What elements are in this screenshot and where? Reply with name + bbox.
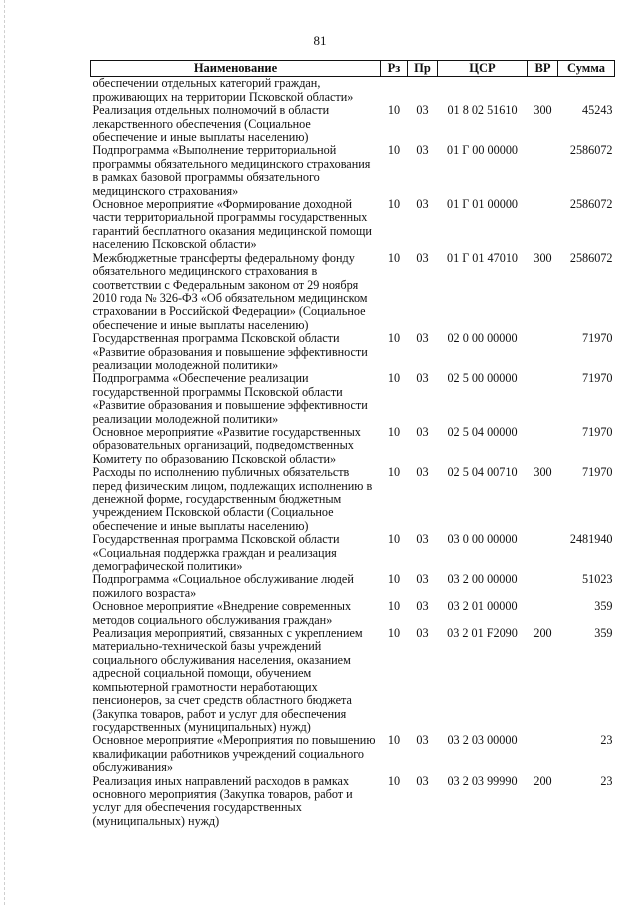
row-name: Реализация иных направлений расходов в рамках основного мероприятия (Закупка товаров, работ и услуг для обеспечения государственных (муниципальных) нужд) bbox=[92, 773, 353, 828]
table-row bbox=[91, 573, 615, 600]
table-row bbox=[91, 734, 615, 774]
row-csr: 01 Г 01 47010 bbox=[446, 250, 519, 265]
row-name: Подпрограмма «Социальное обслуживание людей пожилого возраста» bbox=[92, 572, 354, 600]
row-vr: 200 bbox=[533, 773, 552, 788]
header-csr: ЦСР bbox=[438, 61, 528, 77]
row-name: обеспечении отдельных категорий граждан, проживающих на территории Псковской области» bbox=[92, 76, 354, 104]
row-pr: 03 bbox=[416, 250, 429, 265]
table-row bbox=[91, 466, 615, 533]
header-sum: Сумма bbox=[558, 61, 615, 77]
row-name: Реализация отдельных полномочий в области лекарственного обеспечения (Социальное обеспечение и иные выплаты населению) bbox=[92, 103, 330, 145]
row-csr: 01 Г 01 00000 bbox=[446, 197, 519, 212]
row-vr bbox=[528, 144, 558, 198]
row-pr: 03 bbox=[416, 599, 429, 614]
row-rz: 10 bbox=[387, 572, 401, 587]
table-row bbox=[91, 332, 615, 372]
row-csr: 03 0 00 00000 bbox=[447, 532, 518, 547]
row-rz: 10 bbox=[387, 143, 401, 158]
row-sum: 45243 bbox=[582, 103, 613, 118]
row-rz: 10 bbox=[387, 250, 401, 265]
row-csr: 02 5 04 00710 bbox=[447, 465, 518, 480]
row-pr: 03 bbox=[416, 197, 429, 212]
table-row bbox=[91, 775, 615, 829]
row-csr: 03 2 01 F2090 bbox=[447, 626, 518, 641]
row-rz: 10 bbox=[387, 103, 401, 118]
row-vr bbox=[528, 533, 558, 573]
row-name: Основное мероприятие «Формирование доходной части территориальной программы государственных гарантий бесплатного оказания медицинской помощи населению Псковской области» bbox=[92, 197, 372, 252]
budget-table bbox=[90, 60, 615, 828]
row-csr: 03 2 00 00000 bbox=[447, 572, 518, 587]
row-rz: 10 bbox=[387, 599, 401, 614]
row-name: Государственная программа Псковской области «Социальная поддержка граждан и реализация демографической политики» bbox=[92, 532, 340, 574]
page-number: 81 bbox=[313, 33, 327, 48]
row-sum: 71970 bbox=[582, 371, 613, 386]
row-vr: 300 bbox=[533, 250, 552, 265]
row-csr: 02 5 04 00000 bbox=[447, 424, 518, 439]
row-sum: 2586072 bbox=[569, 197, 613, 212]
table-row bbox=[91, 533, 615, 573]
row-name: Расходы по исполнению публичных обязательств перед физическим лицом, подлежащих исполнению в денежной форме, государственным бюджетным учреждением Псковской области (Социальное обеспечение и иные выплаты населению) bbox=[92, 465, 373, 533]
row-name: Основное мероприятие «Развитие государственных образовательных организаций, подведомственных Комитету по образованию Псковской области» bbox=[92, 424, 361, 466]
row-name: Межбюджетные трансферты федеральному фонду обязательного медицинского страхования в соответствии с Федеральным законом от 29 ноября 2010 года № 326-ФЗ «Об обязательном медицинском страховании в Российской Федерации» (Социальное обеспечение и иные выплаты населению) bbox=[92, 250, 368, 332]
row-csr: 01 8 02 51610 bbox=[447, 103, 518, 118]
row-vr bbox=[528, 77, 558, 104]
row-pr: 03 bbox=[416, 103, 429, 118]
table-row bbox=[91, 104, 615, 144]
table-row bbox=[91, 426, 615, 466]
row-pr: 03 bbox=[416, 626, 429, 641]
row-rz: 10 bbox=[387, 331, 401, 346]
row-csr: 03 2 01 00000 bbox=[447, 599, 518, 614]
row-vr: 200 bbox=[533, 626, 552, 641]
row-vr bbox=[528, 573, 558, 600]
row-pr: 03 bbox=[416, 371, 429, 386]
header-vr: ВР bbox=[528, 61, 558, 77]
header-pr: Пр bbox=[408, 61, 438, 77]
row-vr bbox=[528, 198, 558, 252]
row-sum: 23 bbox=[600, 773, 613, 788]
table-row bbox=[91, 252, 615, 332]
table-row bbox=[91, 144, 615, 198]
row-pr: 03 bbox=[416, 572, 429, 587]
row-name: Реализация мероприятий, связанных с укреплением материально-технической базы учреждений социального обслуживания населения, оказанием адресной социальной помощи, обучением компьютерной грамотности неработающих пенсионеров, за счет средств областного бюджета (Закупка товаров, работ и услуг для обеспечения государственных (муниципальных) нужд) bbox=[92, 626, 363, 734]
row-vr bbox=[528, 600, 558, 627]
row-pr: 03 bbox=[416, 465, 429, 480]
row-pr: 03 bbox=[416, 424, 429, 439]
row-pr bbox=[408, 77, 438, 104]
header-name: Наименование bbox=[91, 61, 381, 77]
row-rz bbox=[381, 77, 408, 104]
row-vr bbox=[528, 426, 558, 466]
row-name: Подпрограмма «Обеспечение реализации государственной программы Псковской области «Развитие образования и повышение эффективности реализации молодежной политики» bbox=[92, 371, 368, 426]
row-vr bbox=[528, 734, 558, 774]
row-rz: 10 bbox=[387, 626, 401, 641]
row-csr: 03 2 03 99990 bbox=[447, 773, 518, 788]
row-rz: 10 bbox=[387, 371, 401, 386]
row-sum: 2481940 bbox=[569, 532, 613, 547]
row-vr: 300 bbox=[533, 465, 552, 480]
row-rz: 10 bbox=[387, 465, 401, 480]
row-name: Государственная программа Псковской области «Развитие образования и повышение эффективности реализации молодежной политики» bbox=[92, 331, 368, 372]
row-pr: 03 bbox=[416, 143, 429, 158]
table-header-row bbox=[91, 61, 615, 77]
row-rz: 10 bbox=[387, 733, 401, 748]
table-row bbox=[91, 77, 615, 104]
row-rz: 10 bbox=[387, 424, 401, 439]
row-sum: 23 bbox=[600, 733, 613, 748]
row-csr: 03 2 03 00000 bbox=[447, 733, 518, 748]
row-name: Подпрограмма «Выполнение территориальной программы обязательного медицинского страхования в рамках базовой программы обязательного медицинского страхования» bbox=[92, 143, 371, 198]
row-csr: 02 0 00 00000 bbox=[447, 331, 518, 346]
row-pr: 03 bbox=[416, 773, 429, 788]
row-csr bbox=[438, 77, 528, 104]
row-pr: 03 bbox=[416, 532, 429, 547]
header-rz: Рз bbox=[381, 61, 408, 77]
row-csr: 02 5 00 00000 bbox=[447, 371, 518, 386]
row-sum: 71970 bbox=[582, 424, 613, 439]
row-sum: 2586072 bbox=[569, 143, 613, 158]
page-edge-line bbox=[4, 0, 5, 905]
table-row bbox=[91, 198, 615, 252]
row-sum: 2586072 bbox=[569, 250, 613, 265]
row-name: Основное мероприятие «Внедрение современных методов социального обслуживания граждан» bbox=[92, 599, 352, 627]
table-row bbox=[91, 372, 615, 426]
table-row bbox=[91, 627, 615, 734]
row-rz: 10 bbox=[387, 773, 401, 788]
row-sum: 359 bbox=[594, 599, 613, 614]
row-vr bbox=[528, 332, 558, 372]
row-sum: 51023 bbox=[582, 572, 613, 587]
table-row bbox=[91, 600, 615, 627]
row-name: Основное мероприятие «Мероприятия по повышению квалификации работников учреждений социального обслуживания» bbox=[92, 733, 376, 775]
row-pr: 03 bbox=[416, 331, 429, 346]
row-vr bbox=[528, 372, 558, 426]
row-rz: 10 bbox=[387, 197, 401, 212]
row-sum: 71970 bbox=[582, 465, 613, 480]
row-csr: 01 Г 00 00000 bbox=[446, 143, 519, 158]
row-sum: 71970 bbox=[582, 331, 613, 346]
row-sum: 359 bbox=[594, 626, 613, 641]
row-pr: 03 bbox=[416, 733, 429, 748]
row-sum bbox=[558, 77, 615, 104]
row-rz: 10 bbox=[387, 532, 401, 547]
row-vr: 300 bbox=[533, 103, 552, 118]
